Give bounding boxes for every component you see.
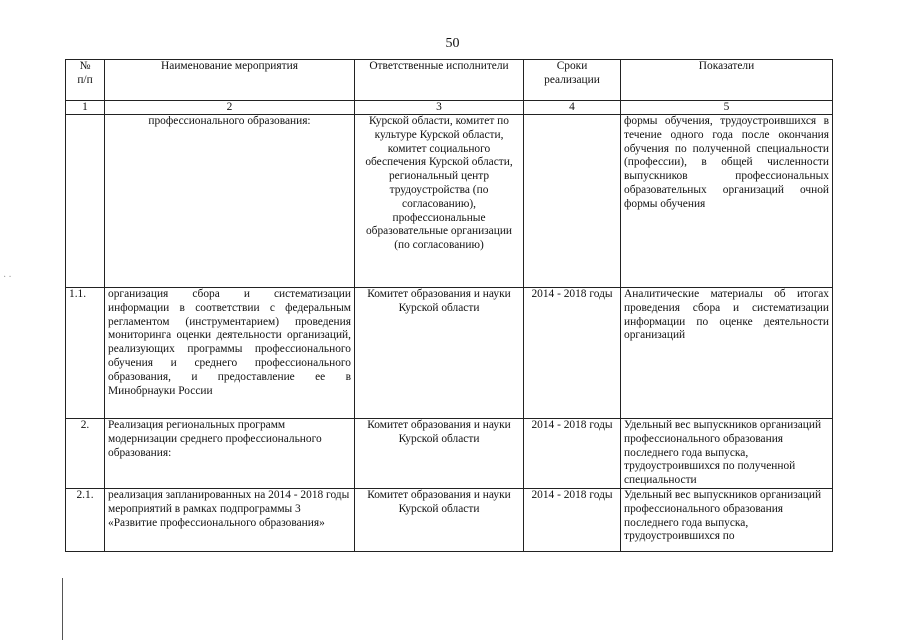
indicators: Аналитические материалы об итогах проведения сбора и систематизации информации по оценке деятельности организаций [621,288,833,419]
table-header-row [66,60,833,101]
row-number [66,115,105,288]
header-indicators: Показатели [621,60,833,101]
table-row [66,288,833,419]
measure-name: профессионального образования: [105,115,355,288]
row-number: 2.1. [66,488,105,551]
term [524,115,621,288]
indicators: формы обучения, трудоустроившихся в течение одного года после окончания обучения по полученной специальности (профессии), в общей численности выпускников профессиональных образовательных организаций очной формы обучения [621,115,833,288]
responsible: Комитет образования и науки Курской области [355,419,524,489]
margin-line [62,578,63,640]
scan-artifact: ·· [3,272,14,283]
measure-name: организация сбора и систематизации информации в соответствии с федеральным регламентом (инструментарием) проведения мониторинга оценки деятельности организаций, реализующих программы профессионального обучения и среднего профессионального образования, и предоставление ее в Минобрнауки России [105,288,355,419]
column-number: 5 [621,101,833,115]
table-row [66,115,833,288]
term: 2014 - 2018 годы [524,488,621,551]
responsible: Комитет образования и науки Курской области [355,488,524,551]
column-number: 1 [66,101,105,115]
measures-table [65,59,833,552]
column-number-row [66,101,833,115]
page-number: 50 [445,36,460,51]
row-number: 2. [66,419,105,489]
term: 2014 - 2018 годы [524,419,621,489]
header-measure-name: Наименование мероприятия [105,60,355,101]
indicators: Удельный вес выпускников организаций профессионального образования последнего года выпуска, трудоустроившихся по полученной специальности [621,419,833,489]
responsible: Курской области, комитет по культуре Курской области, комитет социального обеспечения Курской области, региональный центр трудоустройства (по согласованию), профессиональные образовательные организации (по согласованию) [355,115,524,288]
indicators: Удельный вес выпускников организаций профессионального образования последнего года выпуска, трудоустроившихся по [621,488,833,551]
row-number: 1.1. [66,288,105,419]
column-number: 2 [105,101,355,115]
measure-name: Реализация региональных программ модернизации среднего профессионального образования: [105,419,355,489]
header-number: № п/п [66,60,105,101]
responsible: Комитет образования и науки Курской области [355,288,524,419]
header-term: Сроки реализации [524,60,621,101]
header-responsible: Ответственные исполнители [355,60,524,101]
column-number: 3 [355,101,524,115]
measure-name: реализация запланированных на 2014 - 2018 годы мероприятий в рамках подпрограммы 3 «Развитие профессионального образования» [105,488,355,551]
term: 2014 - 2018 годы [524,288,621,419]
column-number: 4 [524,101,621,115]
table-row [66,488,833,551]
table-row [66,419,833,489]
